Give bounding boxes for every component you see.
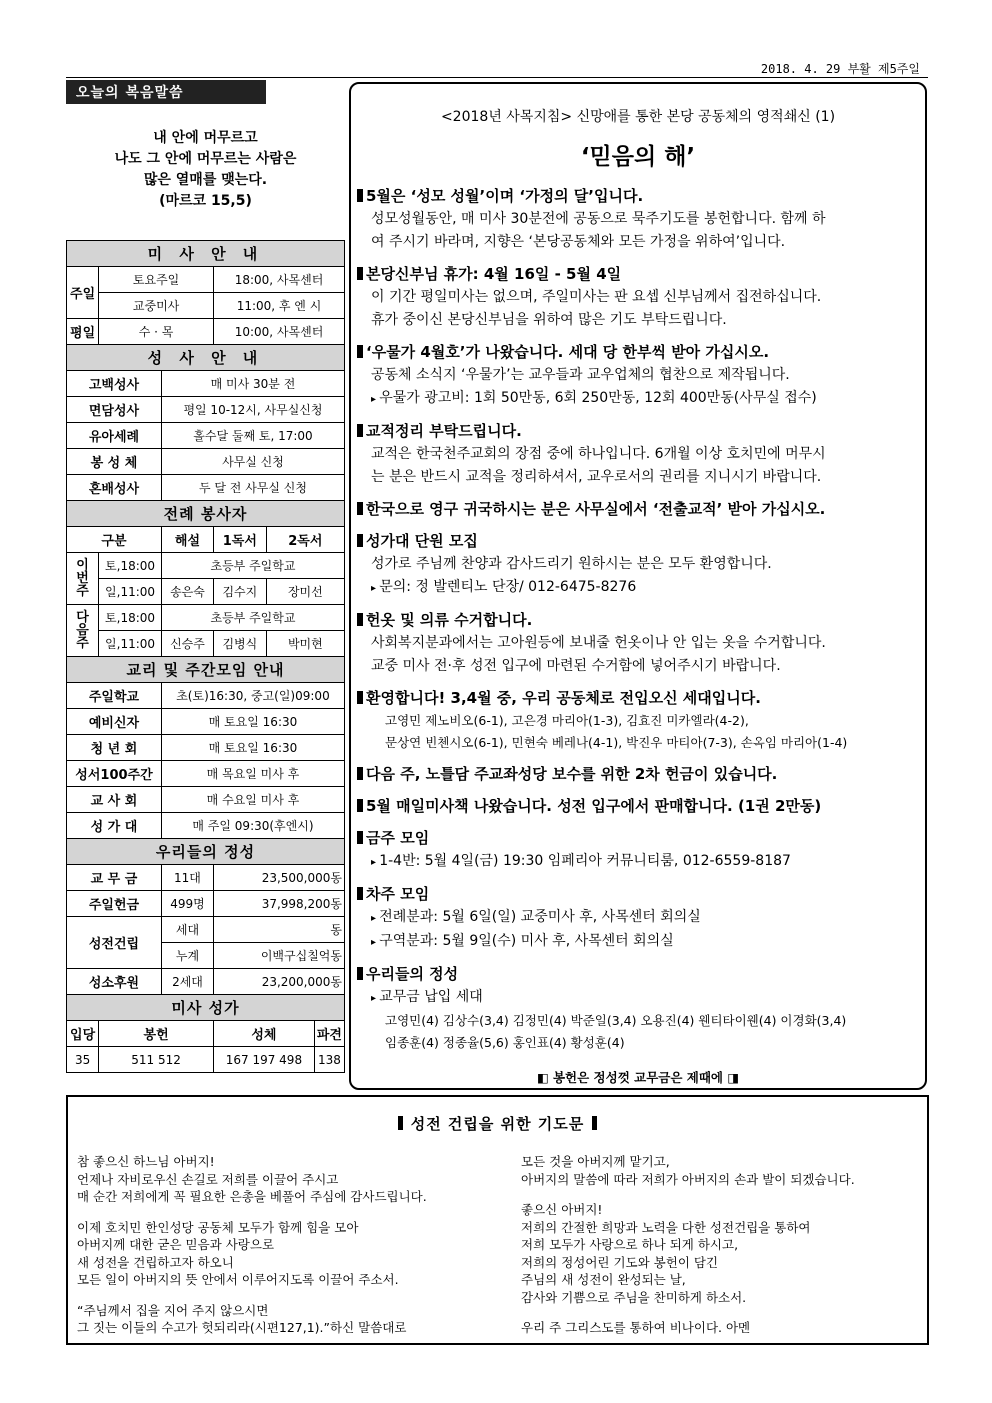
prayer-line: 언제나 자비로우신 손길로 저희를 이끌어 주시고 bbox=[77, 1171, 339, 1187]
gathering-value: 매 목요일 미사 후 bbox=[161, 761, 344, 787]
notice-small-line: 임종훈(4) 정종율(5,6) 홍인표(4) 황성훈(4) bbox=[385, 1035, 625, 1050]
gospel-line: 내 안에 머무르고 bbox=[153, 130, 258, 146]
sacrament-name: 면담성사 bbox=[67, 397, 162, 423]
bullet-square-icon bbox=[357, 767, 363, 780]
prayer-line: 매 순간 저희에게 꼭 필요한 은총을 베풀어 주심에 감사드립니다. bbox=[77, 1189, 427, 1204]
sacrament-value: 사무실 신청 bbox=[161, 449, 344, 475]
sunday-label: 주일 bbox=[67, 267, 99, 319]
notice-heading-text: 한국으로 영구 귀국하시는 분은 사무실에서 ‘전출교적’ 받아 가십시오. bbox=[366, 500, 826, 518]
notice-body-line: 교적은 한국천주교회의 장점 중에 하나입니다. 6개월 이상 호치민에 머무시 bbox=[371, 446, 826, 462]
notice-heading bbox=[357, 497, 923, 521]
gospel-title: 오늘의 복음말씀 bbox=[66, 80, 266, 104]
notice-item bbox=[357, 340, 923, 411]
notice-heading-text: 차주 모임 bbox=[366, 885, 430, 903]
notice-body-line: 공동체 소식지 ‘우물가’는 교우들과 교우업체의 협찬으로 제작됩니다. bbox=[371, 367, 790, 383]
gathering-value: 매 토요일 16:30 bbox=[161, 735, 344, 761]
bullet-square-icon bbox=[357, 534, 363, 547]
prayer-line: 이제 호치민 한인성당 공동체 모두가 함께 힘을 모아 bbox=[77, 1219, 359, 1235]
liturgy-commentator: 송은숙 bbox=[161, 579, 213, 605]
prayer-left-column bbox=[77, 1153, 427, 1337]
notice-bullet-text: 문의: 정 발렌티노 단장/ 012-6475-8276 bbox=[379, 579, 637, 595]
notice-heading bbox=[357, 529, 923, 553]
gathering-value: 매 주일 09:30(후엔시) bbox=[161, 813, 344, 839]
prayer-line: 저희 모두가 사랑으로 하나 되게 하시고, bbox=[521, 1237, 739, 1252]
building-sub-label: 누계 bbox=[161, 943, 213, 969]
gathering-name: 주일학교 bbox=[67, 683, 162, 709]
mass-name: 수 · 목 bbox=[99, 319, 214, 345]
notice-item bbox=[357, 497, 923, 521]
notice-bullet-text: 교무금 납입 세대 bbox=[379, 989, 483, 1005]
gatherings-title: 교리 및 주간모임 안내 bbox=[67, 657, 345, 683]
triangle-bullet-icon: ▸ bbox=[371, 857, 380, 868]
this-week-label: 이 번 주 bbox=[67, 553, 99, 605]
notice-heading-text: ‘우물가 4월호’가 나왔습니다. 세대 당 한부씩 받아 가십시오. bbox=[366, 343, 770, 361]
notice-item bbox=[357, 529, 923, 600]
next-week-label: 다 음 주 bbox=[67, 605, 99, 657]
notice-bullet-text: 1-4반: 5월 4일(금) 19:30 임페리아 커뮤니티룸, 012-6559-8187 bbox=[379, 853, 791, 869]
offering-amount: 37,998,200동 bbox=[214, 891, 345, 917]
prayer-line: 모든 것을 아버지께 맡기고, bbox=[521, 1154, 670, 1169]
notice-body-line: 는 분은 반드시 교적을 정리하셔서, 교우로서의 권리를 지니시기 바랍니다. bbox=[371, 469, 822, 485]
notice-heading bbox=[357, 262, 923, 286]
notice-heading-text: 5월은 ‘성모 성월’이며 ‘가정의 달’입니다. bbox=[366, 187, 644, 205]
prayer-line: 우리 주 그리스도를 통하여 비나이다. 아멘 bbox=[521, 1320, 751, 1335]
liturgy-time: 일,11:00 bbox=[99, 579, 162, 605]
mass-name: 교중미사 bbox=[99, 293, 214, 319]
notice-bullet bbox=[357, 576, 923, 600]
prayer-line: 참 좋으신 하느님 아버지! bbox=[77, 1154, 215, 1169]
gathering-name: 예비신자 bbox=[67, 709, 162, 735]
prayer-line: 저희의 정성어린 기도와 봉헌이 담긴 bbox=[521, 1254, 719, 1270]
triangle-bullet-icon: ▸ bbox=[371, 913, 380, 924]
liturgy-reader-2: 장미선 bbox=[266, 579, 344, 605]
notice-body-line: 이 기간 평일미사는 없으며, 주일미사는 판 요셉 신부님께서 집전하십니다. bbox=[371, 289, 822, 305]
sponsor-amount: 23,200,000동 bbox=[214, 969, 345, 995]
notice-bullet bbox=[357, 986, 923, 1010]
plan-line: <2018년 사목지침> 신망애를 통한 본당 공동체의 영적쇄신 (1) bbox=[440, 109, 836, 125]
bullet-square-icon bbox=[357, 267, 363, 280]
notice-small-line: 고영민 제노비오(6-1), 고은경 마리아(1-3), 김효진 미카엘라(4-2), bbox=[385, 713, 749, 728]
notice-bullet bbox=[357, 387, 923, 411]
sacrament-value: 평일 10-12시, 사무실신청 bbox=[161, 397, 344, 423]
prayer-line: “주님께서 집을 지어 주지 않으시면 bbox=[77, 1302, 269, 1318]
paragraph-gap bbox=[77, 1289, 427, 1302]
notice-item bbox=[357, 794, 923, 818]
prayer-box bbox=[66, 1095, 929, 1345]
liturgy-time: 일,11:00 bbox=[99, 631, 162, 657]
notice-heading bbox=[357, 686, 923, 710]
liturgy-time: 토,18:00 bbox=[99, 605, 162, 631]
year-title: ‘믿음의 해’ bbox=[580, 144, 696, 170]
mass-time: 11:00, 후 엔 시 bbox=[214, 293, 345, 319]
mass-time: 10:00, 사목센터 bbox=[214, 319, 345, 345]
notice-item bbox=[357, 262, 923, 332]
parish-info-table bbox=[66, 240, 345, 1073]
bullet-square-icon bbox=[357, 887, 363, 900]
hymn-value: 167 197 498 bbox=[214, 1047, 315, 1073]
bullet-square-icon bbox=[357, 831, 363, 844]
notice-heading-text: 헌옷 및 의류 수거합니다. bbox=[366, 611, 533, 629]
sponsor-name: 성소후원 bbox=[67, 969, 162, 995]
hymn-header: 입당 bbox=[67, 1021, 99, 1047]
notice-small-line: 고영민(4) 김상수(3,4) 김정민(4) 박준일(3,4) 오용진(4) 웬티타이웬(4) 이경화(3,4) bbox=[385, 1013, 847, 1028]
notice-list bbox=[357, 184, 923, 1062]
notice-heading-text: 본당신부님 휴가: 4월 16일 - 5월 4일 bbox=[366, 265, 622, 283]
notice-heading-text: 교적정리 부탁드립니다. bbox=[366, 422, 522, 440]
offering-name: 주일헌금 bbox=[67, 891, 162, 917]
notice-heading bbox=[357, 762, 923, 786]
liturgy-header: 해설 bbox=[161, 527, 213, 553]
liturgy-commentator: 신승주 bbox=[161, 631, 213, 657]
bullet-square-icon bbox=[357, 189, 363, 202]
gathering-value: 매 수요일 미사 후 bbox=[161, 787, 344, 813]
prayer-line: 저희의 간절한 희망과 노력을 다한 성전건립을 통하여 bbox=[521, 1219, 811, 1235]
notice-heading-text: 환영합니다! 3,4월 중, 우리 공동체로 전입오신 세대입니다. bbox=[366, 689, 761, 707]
gospel-reference: (마르코 15,5) bbox=[159, 193, 252, 209]
notice-bullet bbox=[357, 906, 923, 930]
paragraph-gap bbox=[521, 1306, 855, 1319]
gospel-section bbox=[66, 80, 345, 212]
notice-item bbox=[357, 882, 923, 954]
bullet-square-icon bbox=[357, 424, 363, 437]
prayer-title: 성전 건립을 위한 기도문 bbox=[68, 1113, 927, 1134]
hymn-value: 138 bbox=[314, 1047, 344, 1073]
bullet-square-icon bbox=[357, 691, 363, 704]
offering-count: 499명 bbox=[161, 891, 213, 917]
date-line: 2018. 4. 29 부활 제5주일 bbox=[760, 62, 920, 76]
prayer-line: 감사와 기쁨으로 주님을 찬미하게 하소서. bbox=[521, 1289, 747, 1305]
gathering-value: 초(토)16:30, 중고(일)09:00 bbox=[161, 683, 344, 709]
liturgy-header: 구분 bbox=[67, 527, 162, 553]
notice-body-line: 성모성월동안, 매 미사 30분전에 공동으로 묵주기도를 봉헌합니다. 함께 하 bbox=[371, 211, 826, 227]
weekday-label: 평일 bbox=[67, 319, 99, 345]
notice-footer: ◧ 봉헌은 정성껏 교무금은 제때에 ◨ bbox=[536, 1070, 740, 1085]
notice-bullet-text: 우물가 광고비: 1회 50만동, 6회 250만동, 12회 400만동(사무실 접수) bbox=[379, 390, 817, 406]
bullet-square-icon bbox=[357, 799, 363, 812]
hymn-value: 511 512 bbox=[99, 1047, 214, 1073]
triangle-bullet-icon: ▸ bbox=[371, 583, 380, 594]
notice-heading bbox=[357, 882, 923, 906]
notice-heading bbox=[357, 826, 923, 850]
gospel-text bbox=[66, 128, 345, 212]
sacrament-value: 매 미사 30분 전 bbox=[161, 371, 344, 397]
liturgy-header: 1독서 bbox=[214, 527, 267, 553]
liturgy-title: 전례 봉사자 bbox=[67, 501, 345, 527]
offering-count: 11대 bbox=[161, 865, 213, 891]
notice-heading bbox=[357, 962, 923, 986]
notice-heading-text: 성가대 단원 모집 bbox=[366, 532, 478, 550]
notice-heading-text: 금주 모임 bbox=[366, 829, 430, 847]
hymn-value: 35 bbox=[67, 1047, 99, 1073]
hymn-header: 성체 bbox=[214, 1021, 315, 1047]
notice-item bbox=[357, 686, 923, 754]
building-label: 성전건립 bbox=[67, 917, 162, 969]
building-amount: 동 bbox=[214, 917, 345, 943]
gathering-name: 성 가 대 bbox=[67, 813, 162, 839]
offering-title: 우리들의 정성 bbox=[67, 839, 345, 865]
prayer-line: 모든 일이 아버지의 뜻 안에서 이루어지도록 이끌어 주소서. bbox=[77, 1272, 399, 1287]
liturgy-reader-1: 김병식 bbox=[214, 631, 267, 657]
notice-body-line: 교중 미사 전·후 성전 입구에 마련된 수거함에 넣어주시기 바랍니다. bbox=[371, 658, 781, 674]
notice-heading-text: 다음 주, 노틀담 주교좌성당 보수를 위한 2차 헌금이 있습니다. bbox=[366, 765, 778, 783]
sponsor-count: 2세대 bbox=[161, 969, 213, 995]
sacrament-name: 봉 성 체 bbox=[67, 449, 162, 475]
prayer-line: 새 성전을 건립하고자 하오니 bbox=[77, 1254, 234, 1270]
notice-item bbox=[357, 184, 923, 254]
header-divider bbox=[66, 77, 928, 78]
gathering-name: 교 사 회 bbox=[67, 787, 162, 813]
triangle-bullet-icon: ▸ bbox=[371, 394, 380, 405]
mass-time: 18:00, 사목센터 bbox=[214, 267, 345, 293]
mass-guide-title: 미 사 안 내 bbox=[67, 241, 345, 267]
notice-small-line: 문상연 빈첸시오(6-1), 민현숙 베레나(4-1), 박진우 마티아(7-3), 손옥임 마리아(1-4) bbox=[385, 735, 848, 750]
paragraph-gap bbox=[77, 1206, 427, 1219]
hymn-header: 파견 bbox=[314, 1021, 344, 1047]
notice-item bbox=[357, 762, 923, 786]
sacrament-value: 두 달 전 사무실 신청 bbox=[161, 475, 344, 501]
notice-item bbox=[357, 962, 923, 1054]
notice-heading bbox=[357, 184, 923, 208]
sacrament-name: 고백성사 bbox=[67, 371, 162, 397]
notice-item bbox=[357, 608, 923, 678]
notice-heading-text: 우리들의 정성 bbox=[366, 965, 459, 983]
sacrament-guide-title: 성 사 안 내 bbox=[67, 345, 345, 371]
paragraph-gap bbox=[521, 1188, 855, 1201]
sacrament-name: 혼배성사 bbox=[67, 475, 162, 501]
notice-item bbox=[357, 826, 923, 874]
prayer-line: 그 짓는 이들의 수고가 헛되리라(시편127,1).”하신 말씀대로 bbox=[77, 1320, 407, 1335]
notice-bullet-text: 전례분과: 5월 6일(일) 교중미사 후, 사목센터 회의실 bbox=[379, 909, 701, 925]
liturgy-merged: 초등부 주일학교 bbox=[161, 553, 344, 579]
triangle-bullet-icon: ▸ bbox=[371, 993, 380, 1004]
notice-body-line: 사회복지분과에서는 고아원등에 보내줄 헌옷이나 안 입는 옷을 수거합니다. bbox=[371, 635, 826, 651]
notices-panel bbox=[349, 82, 927, 1090]
bullet-square-icon bbox=[357, 502, 363, 515]
bullet-square-icon bbox=[357, 345, 363, 358]
building-sub-label: 세대 bbox=[161, 917, 213, 943]
gospel-line: 나도 그 안에 머무르는 사람은 bbox=[114, 151, 297, 167]
sacrament-value: 홀수달 둘째 토, 17:00 bbox=[161, 423, 344, 449]
notice-item bbox=[357, 419, 923, 489]
notice-body-line: 휴가 중이신 본당신부님을 위하여 많은 기도 부탁드립니다. bbox=[371, 312, 727, 328]
triangle-bullet-icon: ▸ bbox=[371, 937, 380, 948]
bullet-square-icon bbox=[357, 967, 363, 980]
prayer-line: 아버지의 말씀에 따라 저희가 아버지의 손과 발이 되겠습니다. bbox=[521, 1171, 855, 1187]
notice-heading bbox=[357, 340, 923, 364]
prayer-right-column bbox=[521, 1153, 855, 1337]
gathering-name: 청 년 회 bbox=[67, 735, 162, 761]
notice-body-line: 여 주시기 바라며, 지향은 ‘본당공동체와 모든 가정을 위하여’입니다. bbox=[371, 234, 786, 250]
hymn-title: 미사 성가 bbox=[67, 995, 345, 1021]
notice-body-line: 성가로 주님께 찬양과 감사드리기 원하시는 분은 모두 환영합니다. bbox=[371, 556, 772, 572]
gathering-name: 성서100주간 bbox=[67, 761, 162, 787]
title-bar-left bbox=[398, 1116, 403, 1130]
mass-name: 토요주일 bbox=[99, 267, 214, 293]
hymn-header: 봉헌 bbox=[99, 1021, 214, 1047]
bullet-square-icon bbox=[357, 613, 363, 626]
notice-heading-text: 5월 매일미사책 나왔습니다. 성전 입구에서 판매합니다. (1권 2만동) bbox=[366, 797, 822, 815]
title-bar-right bbox=[592, 1116, 597, 1130]
notice-heading bbox=[357, 419, 923, 443]
notice-bullet-text: 구역분과: 5월 9일(수) 미사 후, 사목센터 회의실 bbox=[379, 933, 674, 949]
building-amount: 이백구십칠억동 bbox=[214, 943, 345, 969]
notice-heading bbox=[357, 608, 923, 632]
offering-amount: 23,500,000동 bbox=[214, 865, 345, 891]
liturgy-reader-2: 박미현 bbox=[266, 631, 344, 657]
gospel-line: 많은 열매를 맺는다. bbox=[143, 172, 268, 188]
offering-name: 교 무 금 bbox=[67, 865, 162, 891]
prayer-line: 아버지께 대한 굳은 믿음과 사랑으로 bbox=[77, 1237, 275, 1252]
gathering-value: 매 토요일 16:30 bbox=[161, 709, 344, 735]
liturgy-merged: 초등부 주일학교 bbox=[161, 605, 344, 631]
notice-bullet bbox=[357, 930, 923, 954]
prayer-line: 좋으신 아버지! bbox=[521, 1202, 603, 1217]
prayer-line: 주님의 새 성전이 완성되는 날, bbox=[521, 1272, 686, 1287]
liturgy-time: 토,18:00 bbox=[99, 553, 162, 579]
liturgy-header: 2독서 bbox=[266, 527, 344, 553]
liturgy-reader-1: 김수지 bbox=[214, 579, 267, 605]
notice-heading bbox=[357, 794, 923, 818]
sacrament-name: 유아세례 bbox=[67, 423, 162, 449]
notice-bullet bbox=[357, 850, 923, 874]
